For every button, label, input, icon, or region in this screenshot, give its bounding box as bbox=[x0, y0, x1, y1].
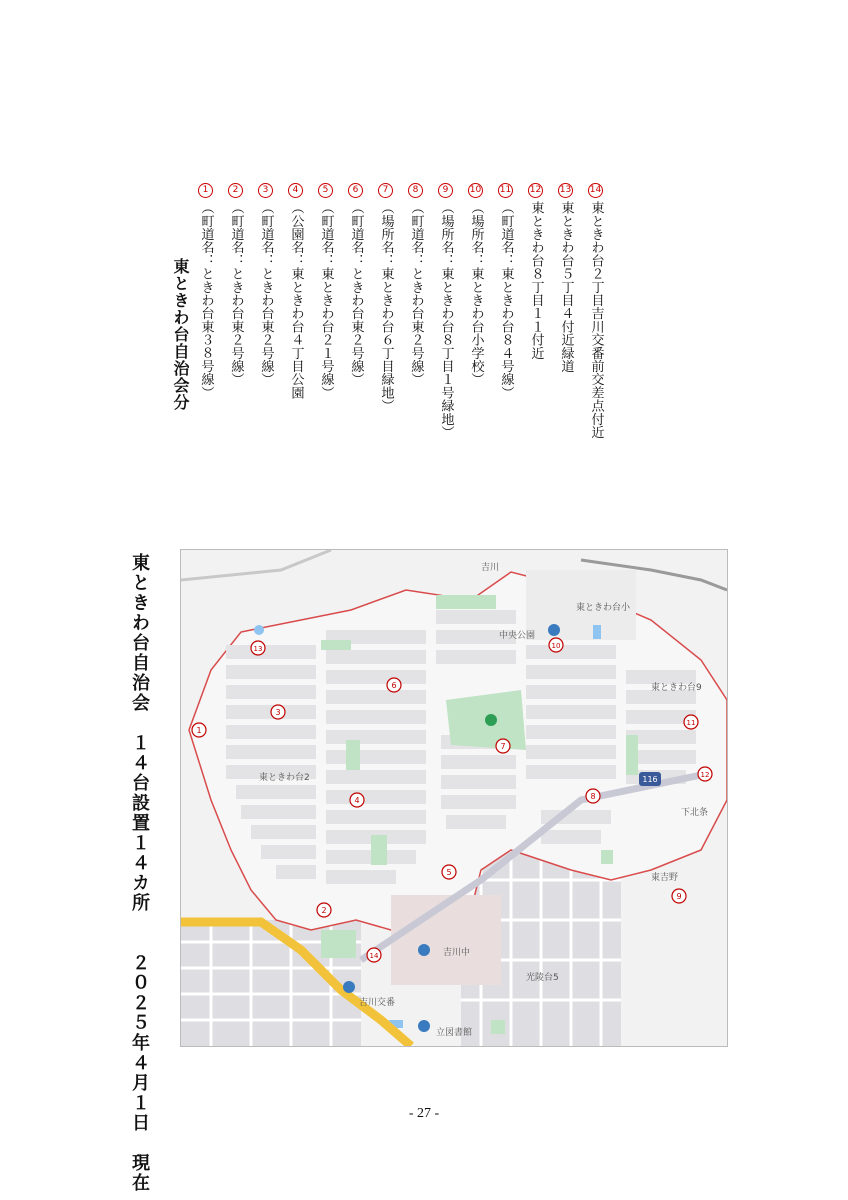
svg-text:9: 9 bbox=[676, 892, 682, 901]
school-pin-icon bbox=[548, 624, 560, 636]
area-kobuchi-label: 光陵台5 bbox=[526, 973, 559, 983]
map-marker bbox=[271, 705, 285, 719]
site-text: 東ときわ台８丁目１１付近 bbox=[528, 201, 544, 360]
library-label: 立図書館 bbox=[436, 1028, 473, 1038]
map-marker bbox=[672, 889, 686, 903]
route-number: 116 bbox=[642, 775, 658, 784]
area-shimokita-label: 下北条 bbox=[681, 808, 709, 818]
police-pin-icon bbox=[343, 981, 355, 993]
marker-number: 13 bbox=[558, 183, 573, 198]
marker-number: 7 bbox=[378, 183, 393, 198]
school-label: 東ときわ台小 bbox=[576, 603, 631, 613]
list-item bbox=[498, 183, 513, 399]
svg-text:11: 11 bbox=[686, 719, 696, 727]
library-pin-icon bbox=[418, 1020, 430, 1032]
list-item bbox=[228, 183, 243, 386]
site-text: （場所名：東ときわ台小学校） bbox=[468, 201, 484, 386]
map-marker bbox=[586, 789, 600, 803]
map-marker bbox=[442, 865, 456, 879]
map-marker bbox=[496, 739, 510, 753]
map-marker bbox=[317, 903, 331, 917]
site-list bbox=[198, 183, 618, 483]
page-title: 東ときわ台自治会 １４台設置１４カ所 ２０２５年４月１日 現在 bbox=[129, 553, 150, 1193]
marker-number: 3 bbox=[258, 183, 273, 198]
site-text: （町道名：ときわ台東２号線） bbox=[258, 201, 274, 386]
area-higashi-label: 東吉野 bbox=[651, 873, 679, 883]
list-item bbox=[378, 183, 393, 412]
area-9-label: 東ときわ台9 bbox=[651, 683, 702, 693]
site-text: （町道名：ときわ台東２号線） bbox=[348, 201, 364, 386]
marker-number: 8 bbox=[408, 183, 423, 198]
svg-text:6: 6 bbox=[391, 681, 397, 690]
svg-text:3: 3 bbox=[275, 708, 281, 717]
police-label: 吉川交番 bbox=[359, 998, 396, 1008]
map-marker bbox=[684, 715, 698, 729]
marker-number: 5 bbox=[318, 183, 333, 198]
site-text: （町道名：東ときわ台８４号線） bbox=[498, 201, 514, 399]
list-item bbox=[318, 183, 333, 399]
park-pin-icon bbox=[485, 714, 497, 726]
site-text: 東ときわ台５丁目４付近緑道 bbox=[558, 201, 574, 373]
site-text: （場所名：東ときわ台８丁目１号緑地） bbox=[438, 201, 454, 439]
map-svg bbox=[181, 550, 727, 1046]
marker-number: 10 bbox=[468, 183, 483, 198]
map-marker bbox=[367, 948, 381, 962]
marker-number: 12 bbox=[528, 183, 543, 198]
river-label: 吉川 bbox=[481, 563, 500, 573]
list-item bbox=[198, 183, 213, 399]
list-item bbox=[438, 183, 453, 439]
list-item bbox=[558, 183, 573, 373]
list-heading: 東ときわ台自治会分 bbox=[171, 258, 190, 411]
marker-number: 14 bbox=[588, 183, 603, 198]
svg-text:4: 4 bbox=[354, 796, 360, 805]
list-item bbox=[348, 183, 363, 386]
park-label: 中央公園 bbox=[499, 631, 536, 641]
map-marker bbox=[350, 793, 364, 807]
route-116-shield bbox=[639, 772, 661, 786]
marker-number: 2 bbox=[228, 183, 243, 198]
map-marker bbox=[549, 638, 563, 652]
svg-text:14: 14 bbox=[369, 952, 379, 960]
list-item bbox=[528, 183, 543, 359]
site-text: （町道名：ときわ台東３８号線） bbox=[198, 201, 214, 399]
svg-text:8: 8 bbox=[590, 792, 596, 801]
map-marker bbox=[698, 767, 712, 781]
area-2-label: 東ときわ台2 bbox=[259, 773, 310, 783]
site-text: （場所名：東ときわ台６丁目緑地） bbox=[378, 201, 394, 413]
svg-text:5: 5 bbox=[446, 868, 452, 877]
middle-school-grounds bbox=[391, 895, 501, 985]
neighborhood-map bbox=[180, 549, 728, 1047]
svg-text:1: 1 bbox=[196, 726, 202, 735]
middle-school-pin-icon bbox=[418, 944, 430, 956]
svg-text:12: 12 bbox=[700, 771, 710, 779]
svg-text:7: 7 bbox=[500, 742, 506, 751]
marker-number: 11 bbox=[498, 183, 513, 198]
list-item bbox=[408, 183, 423, 386]
site-text: （町道名：東ときわ台２１号線） bbox=[318, 201, 334, 399]
page-number: - 27 - bbox=[408, 1106, 440, 1121]
marker-number: 4 bbox=[288, 183, 303, 198]
marker-number: 6 bbox=[348, 183, 363, 198]
middle-school-label: 吉川中 bbox=[443, 948, 471, 958]
list-item bbox=[468, 183, 483, 386]
site-text: （公園名：東ときわ台４丁目公園 bbox=[288, 201, 304, 399]
list-item bbox=[258, 183, 273, 386]
marker-number: 1 bbox=[198, 183, 213, 198]
svg-text:2: 2 bbox=[321, 906, 327, 915]
map-marker bbox=[192, 723, 206, 737]
svg-text:10: 10 bbox=[551, 642, 561, 650]
site-text: （町道名：ときわ台東２号線） bbox=[228, 201, 244, 386]
map-marker bbox=[387, 678, 401, 692]
site-text: 東ときわ台２丁目吉川交番前交差点付近 bbox=[588, 201, 604, 439]
map-marker bbox=[251, 641, 265, 655]
list-item bbox=[288, 183, 303, 399]
list-item bbox=[588, 183, 603, 439]
svg-text:13: 13 bbox=[253, 645, 263, 653]
site-text: （町道名：ときわ台東２号線） bbox=[408, 201, 424, 386]
marker-number: 9 bbox=[438, 183, 453, 198]
